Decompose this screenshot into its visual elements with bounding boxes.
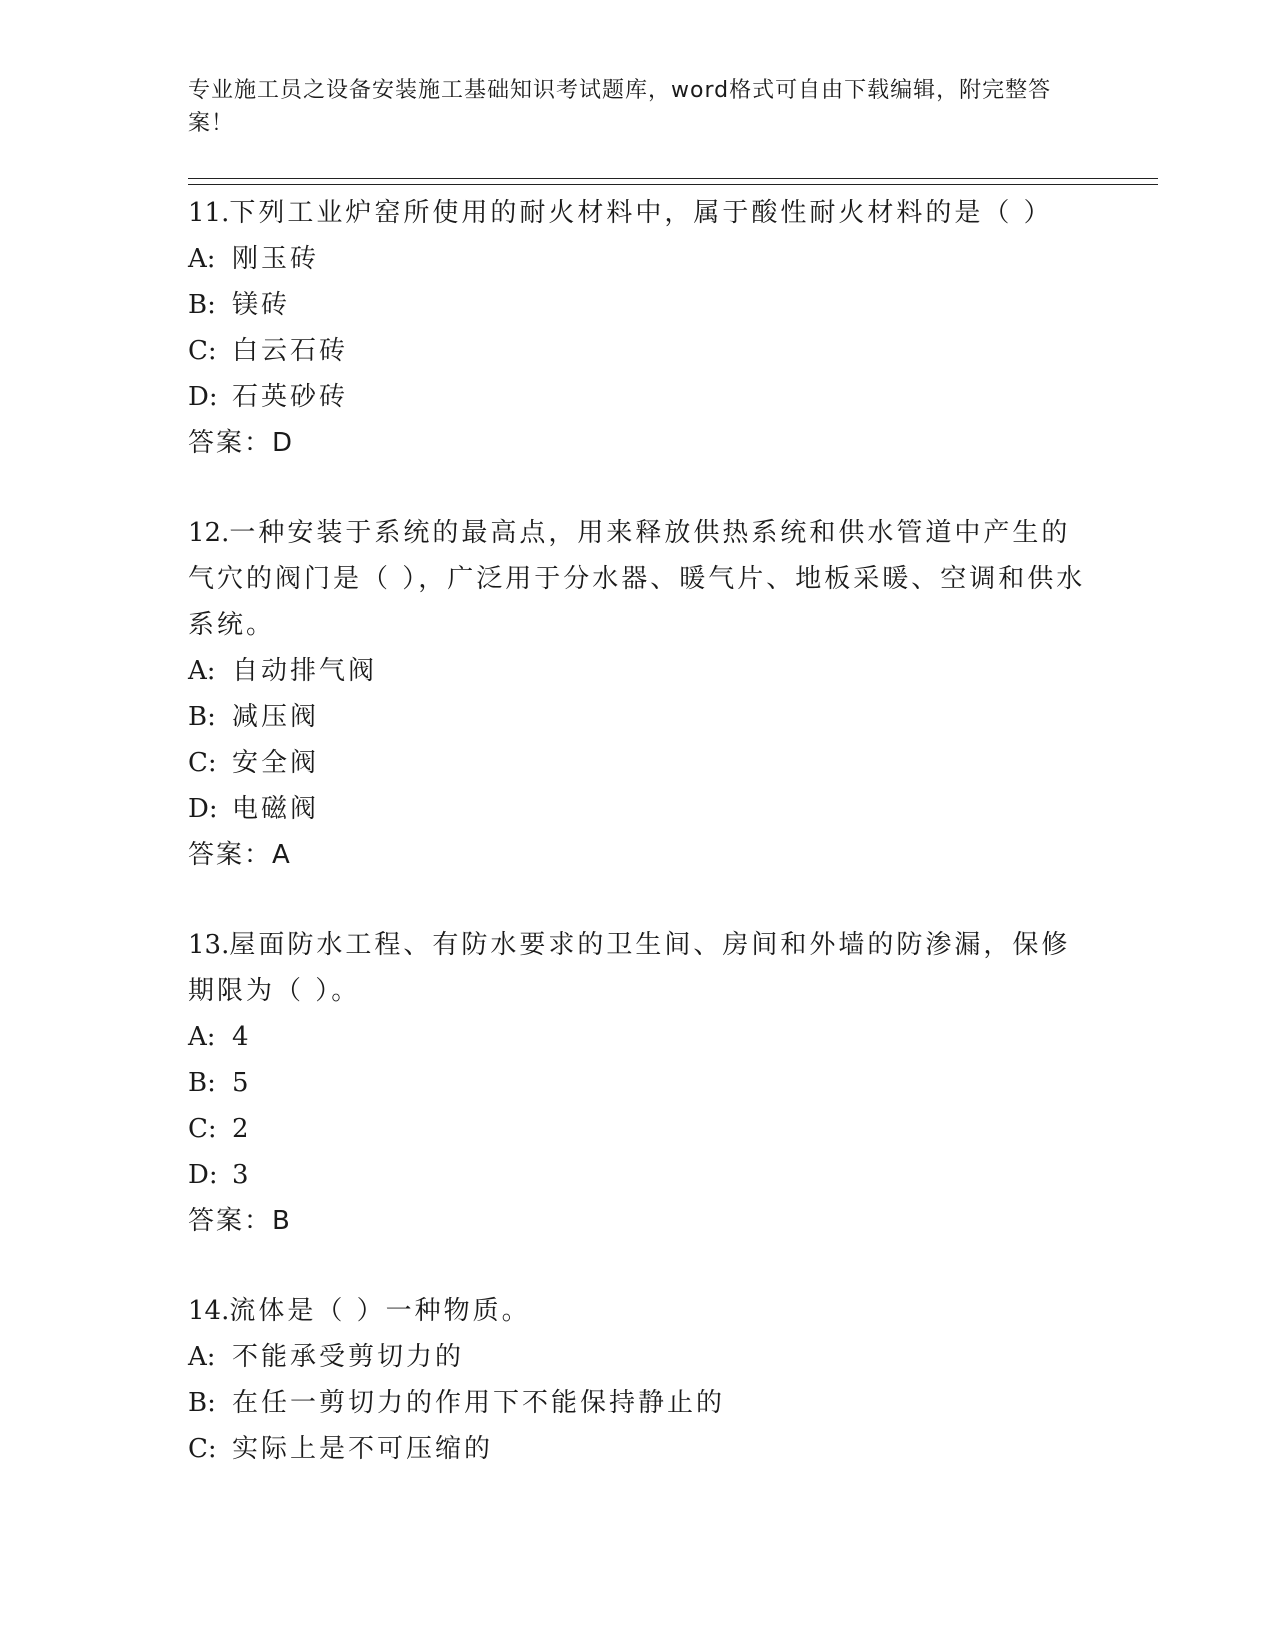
option-text: 镁砖: [232, 290, 291, 320]
question-text: 屋面防水工程、有防水要求的卫生间、房间和外墙的防渗漏，保修期限为（ ）。: [188, 930, 1071, 1006]
answer-line: 答案：D: [188, 428, 295, 458]
question-14: [188, 1288, 1088, 1472]
document-header: 专业施工员之设备安装施工基础知识考试题库，word格式可自由下载编辑，附完整答案！: [188, 78, 1052, 136]
option-text: 5: [232, 1068, 252, 1098]
question-13: [188, 922, 1088, 1244]
option-letter: A:: [188, 656, 216, 686]
option-text: 安全阀: [232, 748, 320, 778]
option-a: [188, 1014, 1088, 1060]
option-letter: C:: [188, 1114, 217, 1144]
option-letter: A:: [188, 1342, 216, 1372]
option-text: 不能承受剪切力的: [232, 1342, 465, 1372]
question-number: 14.: [188, 1296, 230, 1326]
option-text: 实际上是不可压缩的: [232, 1434, 494, 1464]
option-d: [188, 374, 1088, 420]
option-text: 2: [232, 1114, 252, 1144]
answer-line: 答案：A: [188, 840, 292, 870]
option-letter: D:: [188, 794, 218, 824]
option-b: [188, 282, 1088, 328]
option-a: [188, 1334, 1088, 1380]
option-c: [188, 1106, 1088, 1152]
option-d: [188, 1152, 1088, 1198]
question-text: 下列工业炉窑所使用的耐火材料中，属于酸性耐火材料的是（ ）: [229, 198, 1053, 228]
option-text: 4: [232, 1022, 252, 1052]
option-a: [188, 648, 1088, 694]
option-letter: D:: [188, 382, 218, 412]
option-b: [188, 694, 1088, 740]
option-letter: D:: [188, 1160, 218, 1190]
option-letter: B:: [188, 1388, 216, 1418]
option-text: 自动排气阀: [232, 656, 378, 686]
option-b: [188, 1380, 1088, 1426]
option-text: 3: [232, 1160, 252, 1190]
option-letter: B:: [188, 1068, 216, 1098]
option-a: [188, 236, 1088, 282]
option-text: 刚玉砖: [232, 244, 320, 274]
option-letter: A:: [188, 244, 216, 274]
option-text: 白云石砖: [232, 336, 349, 366]
option-text: 电磁阀: [232, 794, 320, 824]
question-11: [188, 190, 1088, 466]
option-letter: B:: [188, 702, 216, 732]
option-c: [188, 1426, 1088, 1472]
option-text: 在任一剪切力的作用下不能保持静止的: [232, 1388, 726, 1418]
question-stem: [188, 922, 1088, 1014]
option-letter: B:: [188, 290, 216, 320]
question-12: [188, 510, 1088, 878]
question-number: 12.: [188, 518, 230, 548]
option-text: 石英砂砖: [232, 382, 349, 412]
option-text: 减压阀: [232, 702, 320, 732]
question-list: [188, 190, 1088, 1516]
option-letter: C:: [188, 748, 217, 778]
header-divider-line-secondary: [188, 184, 1158, 185]
option-b: [188, 1060, 1088, 1106]
answer-line: 答案：B: [188, 1206, 292, 1236]
question-stem: [188, 510, 1088, 648]
option-letter: A:: [188, 1022, 216, 1052]
option-letter: C:: [188, 336, 217, 366]
option-c: [188, 328, 1088, 374]
question-stem: [188, 1288, 1088, 1334]
option-d: [188, 786, 1088, 832]
question-number: 13.: [188, 930, 230, 960]
question-stem: [188, 190, 1088, 236]
header-divider-line: [188, 178, 1158, 179]
question-number: 11.: [188, 198, 230, 228]
question-text: 一种安装于系统的最高点，用来释放供热系统和供水管道中产生的气穴的阀门是（ ），广泛用于分水器、暖气片、地板采暖、空调和供水系统。: [188, 518, 1086, 640]
option-c: [188, 740, 1088, 786]
question-text: 流体是（ ）一种物质。: [229, 1296, 531, 1326]
option-letter: C:: [188, 1434, 217, 1464]
